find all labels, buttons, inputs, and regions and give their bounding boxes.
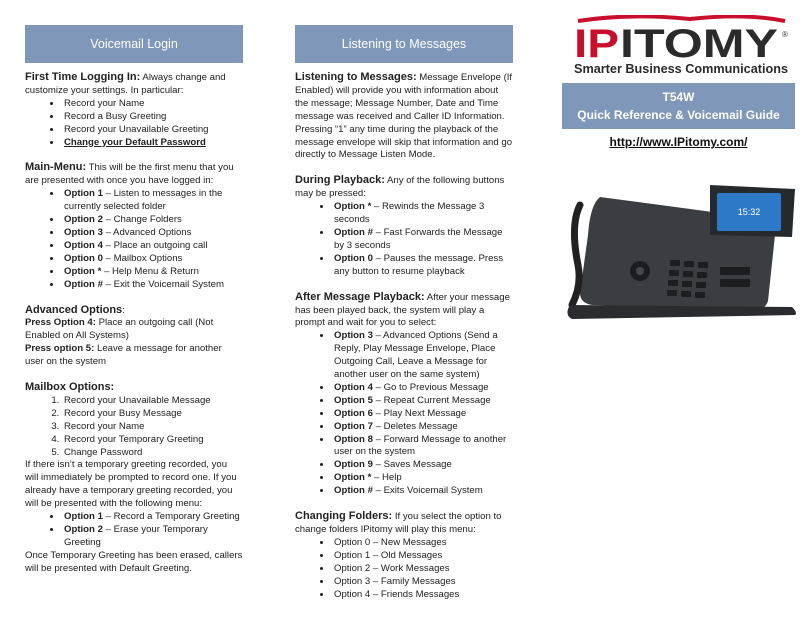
during-text: Any of the following buttons may be pressed: — [295, 175, 505, 200]
main-menu-heading: Main-Menu: — [25, 161, 87, 174]
option-key: Option 4 — [64, 239, 103, 251]
option-key: Option 2 — [64, 524, 103, 535]
option-key: Option 1 — [64, 188, 103, 200]
option-desc: – Rewinds the Message 3 seconds — [334, 201, 485, 226]
phone-screen-time: 15:32 — [737, 207, 761, 217]
listening-heading: Listening to Messages: — [295, 71, 417, 83]
mailbox-text-2: Once Temporary Greeting has been erased, callers will be presented with Default Greeting. — [25, 549, 243, 574]
list-item — [62, 266, 243, 279]
option-desc: – Deletes Message — [372, 420, 458, 432]
list-item — [62, 511, 243, 524]
list-item: 5. Change Password — [62, 447, 243, 460]
option-desc: – Repeat Current Message — [372, 394, 491, 406]
option-desc: – Advanced Options (Send a Reply, Play Message Envelope, Place Outgoing Call, Leave a Message for another user on the same system) — [334, 330, 498, 381]
svg-text:ITOMY: ITOMY — [620, 22, 779, 66]
advanced-line-2 — [25, 343, 243, 369]
option-key: Option 4 — [334, 381, 373, 393]
handset — [572, 205, 580, 305]
option-desc: – Change Folders — [102, 214, 182, 226]
main-menu-list — [25, 188, 243, 291]
list-item: • Option 2 – Work Messages — [332, 563, 513, 576]
list-item — [332, 421, 513, 434]
list-item: • Option 0 – New Messages — [332, 537, 513, 550]
after-list — [295, 330, 513, 498]
mailbox-heading: Mailbox Options: — [25, 381, 115, 394]
option-desc: – Fast Forwards the Message by 3 seconds — [334, 226, 503, 251]
option-key: Option 2 — [64, 214, 103, 226]
list-item — [62, 279, 243, 292]
column-body — [295, 71, 513, 601]
option-desc: – Place an outgoing call — [102, 239, 208, 251]
list-item — [332, 253, 513, 279]
column-body — [25, 71, 243, 576]
option-key: Option 5 — [334, 394, 373, 406]
ipitomy-logo — [570, 15, 792, 77]
section-banner: Voicemail Login — [25, 25, 243, 63]
option-key: Option 7 — [334, 420, 373, 432]
folders-list — [295, 537, 513, 602]
option-key: Option 6 — [334, 407, 373, 419]
logo-tagline: Smarter Business Communications — [574, 62, 789, 76]
option-desc: – Help — [371, 472, 402, 484]
first-time-heading: First Time Logging In: — [25, 71, 141, 83]
option-key: Option 3 — [64, 226, 103, 238]
section-banner: Listening to Messages — [295, 25, 513, 63]
option-desc: – Saves Message — [372, 459, 452, 471]
list-item: 1. Record your Unavailable Message — [62, 395, 243, 408]
option-key: Option 1 — [64, 511, 103, 523]
list-item: 3. Record your Name — [62, 421, 243, 434]
option-key: Option # — [64, 278, 103, 290]
option-desc: – Forward Message to another user on the system — [334, 433, 507, 458]
after-text: After your message has been played back, the system will play a prompt and wait for you to select: — [295, 291, 510, 329]
column-listening — [295, 0, 513, 601]
list-item — [62, 253, 243, 266]
list-item — [62, 524, 243, 550]
press-option-4-desc: Place an outgoing call (Not Enabled on All Systems) — [25, 317, 214, 342]
option-key: Option 8 — [334, 433, 373, 445]
option-key: Option # — [334, 226, 373, 238]
option-key: Option 0 — [64, 252, 103, 264]
option-key: Option * — [64, 265, 102, 277]
list-item: • Record a Busy Greeting — [62, 111, 243, 124]
list-item — [332, 459, 513, 472]
list-item: 4. Record your Temporary Greeting — [62, 434, 243, 447]
svg-text:IP: IP — [574, 22, 619, 66]
during-heading: During Playback: — [295, 174, 385, 187]
list-item: • Change your Default Password — [62, 137, 243, 150]
option-desc: – Pauses the message. Press any button to resume playback — [334, 252, 504, 277]
option-desc: – Play Next Message — [372, 407, 467, 419]
option-desc: – Advanced Options — [102, 226, 192, 238]
press-option-5-desc: Leave a message for another user on the system — [25, 343, 222, 368]
list-item: • Option 1 – Old Messages — [332, 550, 513, 563]
list-item — [332, 201, 513, 227]
list-item — [332, 408, 513, 421]
product-title-banner — [562, 83, 795, 129]
product-model: T54W — [662, 90, 695, 104]
first-time-text: Always change and customize your settings. In particular: — [25, 72, 226, 96]
list-item — [332, 227, 513, 253]
list-item — [332, 382, 513, 395]
folders-text: If you select the option to change folders IPitomy will play this menu: — [295, 511, 502, 535]
column-voicemail-login — [25, 0, 243, 576]
folders-heading: Changing Folders: — [295, 510, 393, 523]
option-desc: – Help Menu & Return — [101, 265, 199, 277]
option-desc: – Mailbox Options — [102, 252, 183, 264]
advanced-colon: : — [122, 304, 125, 316]
advanced-line-1 — [25, 317, 243, 343]
advanced-heading: Advanced Options — [25, 303, 123, 316]
option-desc: – Go to Previous Message — [372, 381, 489, 393]
list-item — [62, 214, 243, 227]
option-desc: – Record a Temporary Greeting — [102, 511, 240, 523]
list-item: • Option 3 – Family Messages — [332, 576, 513, 589]
list-item: • Record your Unavailable Greeting — [62, 124, 243, 137]
main-menu-text: This will be the first menu that you are presented with once you have logged in: — [25, 162, 234, 187]
list-item: • Option 4 – Friends Messages — [332, 589, 513, 602]
list-item: 2. Record your Busy Message — [62, 408, 243, 421]
option-desc: – Exits Voicemail System — [372, 485, 483, 497]
during-list — [295, 201, 513, 278]
press-option-4: Press Option 4: — [25, 317, 96, 329]
list-item — [332, 395, 513, 408]
list-item — [62, 227, 243, 240]
option-desc: – Listen to messages in the currently selected folder — [64, 188, 223, 213]
option-desc: – Erase your Temporary Greeting — [64, 524, 208, 548]
svg-text:®: ® — [782, 30, 788, 39]
option-desc: – Exit the Voicemail System — [102, 278, 224, 290]
first-time-list — [25, 98, 243, 150]
guide-title: Quick Reference & Voicemail Guide — [577, 108, 780, 122]
list-item — [332, 472, 513, 485]
option-key: Option 0 — [334, 252, 373, 264]
listening-text: Message Envelope (If Enabled) will provide you with information about the message; Message Number, Date and Time message was received and Caller ID Information. Pressing “1” any time during the playback of the message envelope will skip that information and go directly to Message Listen Mode. — [295, 72, 513, 161]
after-heading: After Message Playback: — [295, 290, 425, 303]
option-key: Option * — [334, 201, 372, 213]
list-item — [62, 188, 243, 214]
list-item — [332, 330, 513, 382]
option-key: Option 9 — [334, 459, 373, 471]
list-item: • Record your Name — [62, 98, 243, 111]
option-key: Option # — [334, 485, 373, 497]
temp-greeting-list — [25, 511, 243, 550]
option-key: Option * — [334, 472, 372, 484]
mailbox-list — [25, 395, 243, 460]
list-item — [62, 240, 243, 253]
mailbox-text-1: If there isn’t a temporary greeting recorded, you will immediately be prompted to record one. If you already have a temporary greeting recorded, you will be presented with the following menu: — [25, 459, 237, 510]
option-key: Option 3 — [334, 330, 373, 342]
desk-phone-image — [560, 175, 798, 320]
press-option-5: Press option 5: — [25, 343, 95, 355]
list-item — [332, 485, 513, 498]
website-link[interactable]: http://www.IPitomy.com/ — [609, 135, 748, 149]
list-item — [332, 434, 513, 460]
